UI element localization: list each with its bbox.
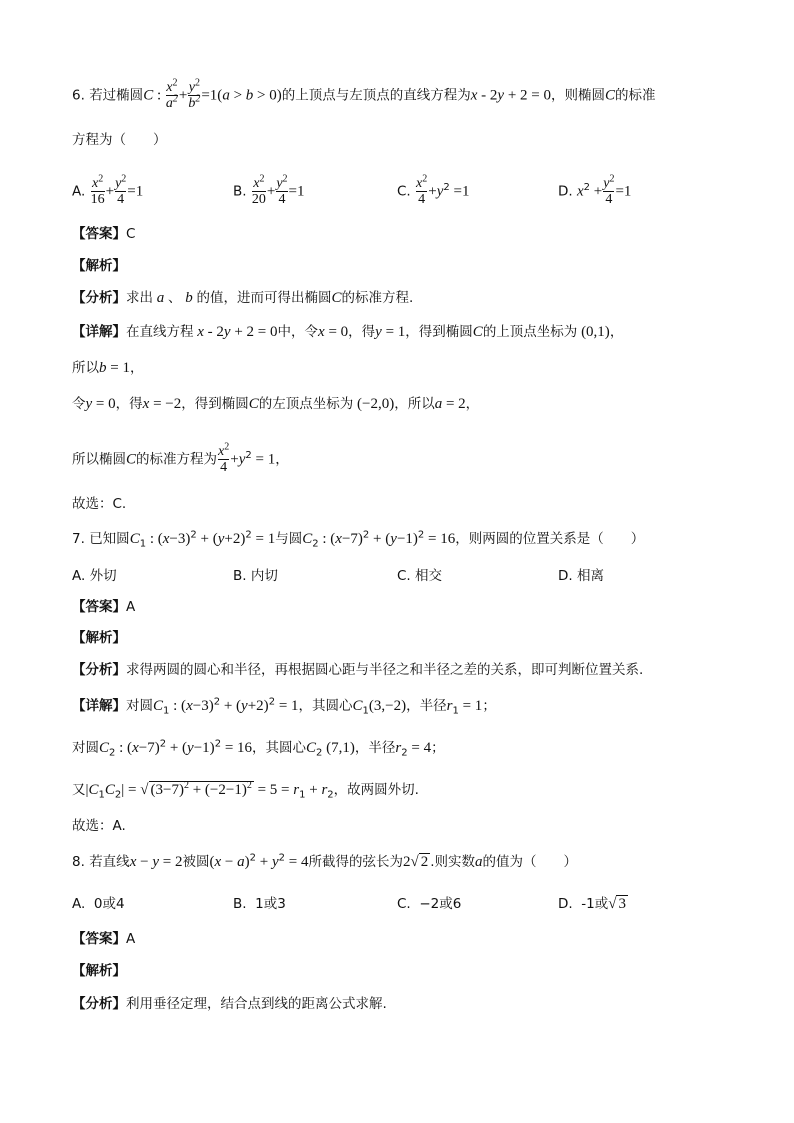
q8-option-a[interactable]: A. 0或4 — [72, 896, 125, 912]
q8-fenxi: 【分析】利用垂径定理，结合点到线的距离公式求解. — [72, 996, 387, 1012]
q6-detail-1: 【详解】在直线方程 x - 2y + 2 = 0中，令x = 0，得y = 1，得到椭圆C的上顶点坐标为 (0,1)， — [72, 324, 624, 340]
q8-option-d[interactable]: D. -1或√ 3 — [558, 896, 626, 912]
q8-analysis-heading: 【解析】 — [72, 963, 126, 979]
q6-answer: 【答案】C — [72, 226, 136, 242]
q8-stem: 8. 若直线x − y = 2被圆$(x - a)^2 + y^2 = 4$所截得的弦长为2√ 2 .则实数a的值为（ ） — [72, 852, 577, 870]
q7-option-b[interactable]: B. 内切 — [233, 568, 278, 584]
q7-detail-3: 又$|C_1C_2|$ = √ $(3-7)^2 + (-2-1)^2 = 5 = r_1 + r_2$，故两圆外切. — [72, 780, 419, 801]
q7-detail-1: 【详解】对圆$C_1$ : $(x-3)^2 + (y+2)^2 = 1$，其圆心$C_1(3,-2)$，半径$r_1 = 1$； — [72, 696, 496, 717]
q7-conclusion: 故选：A. — [72, 818, 126, 834]
q6-fenxi: 【分析】求出 a 、 b 的值，进而可得出椭圆C的标准方程. — [72, 290, 414, 306]
q7-analysis-heading: 【解析】 — [72, 630, 126, 646]
q7-option-c[interactable]: C. 相交 — [397, 568, 443, 584]
q6-detail-2: 所以b = 1， — [72, 360, 144, 376]
q7-option-d[interactable]: D. 相离 — [558, 568, 604, 584]
q7-answer: 【答案】A — [72, 599, 136, 615]
q8-answer: 【答案】A — [72, 931, 136, 947]
q6-detail-4: 所以椭圆C的标准方程为 $\frac{x^2}{4}$ $+y^2 = 1$， — [72, 441, 289, 475]
q6-option-a[interactable]: A. $\frac{x^2}{16}$ + $\frac{y^2}{4}$ =1 — [72, 173, 144, 207]
q8-option-c[interactable]: C. −2或6 — [397, 896, 462, 912]
q6-option-d[interactable]: D. $x^2$ + $\frac{y^2}{4}$ =1 — [558, 173, 632, 207]
q7-stem: 7. 已知圆$C_1$ : $(x-3)^2 + (y+2)^2 = 1$与圆$C_2$ : $(x-7)^2 + (y-1)^2 = 16$，则两圆的位置关系是（ ） — [72, 529, 645, 550]
q6-conclusion: 故选：C. — [72, 496, 127, 512]
q7-detail-2: 对圆$C_2$ : $(x-7)^2 + (y-1)^2 = 16$，其圆心$C_2$ (7,1)，半径$r_2 = 4$； — [72, 738, 445, 759]
q7-fenxi: 【分析】求得两圆的圆心和半径，再根据圆心距与半径之和半径之差的关系，即可判断位置关系. — [72, 662, 644, 678]
q6-stem: 6. 若过椭圆C : $\frac{x^2}{a^2}$ + $\frac{y^2}{b^2}$ =1(a > b > 0)的上顶点与左顶点的直线方程为x - 2y + 2 = 0，则椭圆C的标准 — [72, 77, 656, 111]
q6-option-c[interactable]: C. $\frac{x^2}{4}$ $+y^2 =1$ — [397, 173, 470, 207]
q8-option-b[interactable]: B. 1或3 — [233, 896, 286, 912]
q6-option-b[interactable]: B. $\frac{x^2}{20}$ + $\frac{y^2}{4}$ =1 — [233, 173, 305, 207]
q6-analysis-heading: 【解析】 — [72, 258, 126, 274]
q7-option-a[interactable]: A. 外切 — [72, 568, 117, 584]
q6-detail-3: 令y = 0，得x = −2，得到椭圆C的左顶点坐标为 (−2,0)，所以a = 2， — [72, 396, 480, 412]
q6-stem-line2: 方程为（ ） — [72, 132, 167, 148]
